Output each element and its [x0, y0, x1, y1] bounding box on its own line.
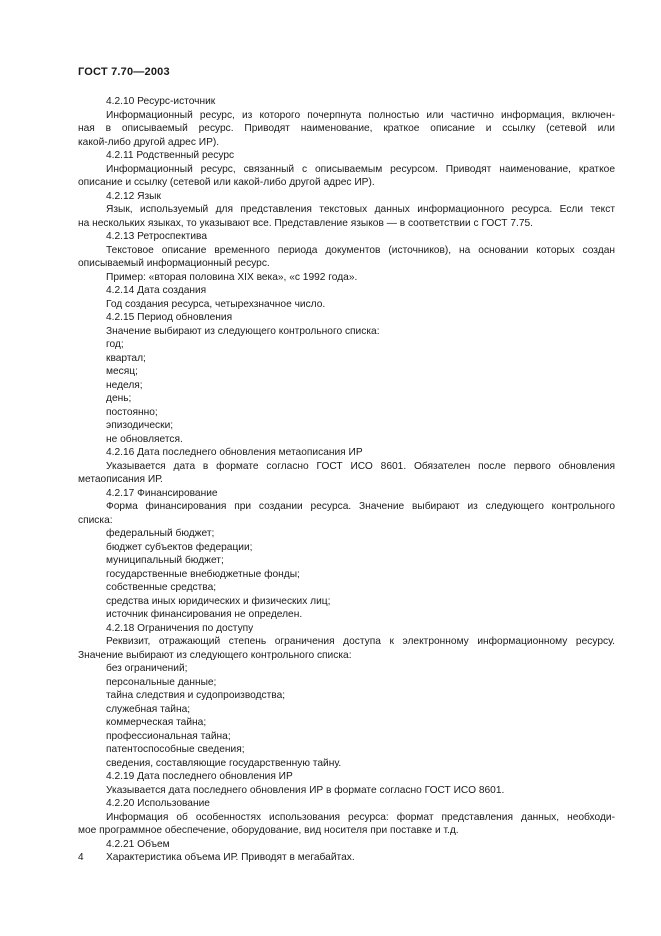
- text-line: служебная тайна;: [106, 703, 191, 715]
- text-line: описание и ссылку (сетевой или какой-либо другой адрес ИР).: [78, 177, 375, 188]
- text-line: собственные средства;: [106, 582, 217, 593]
- text-line: Значение выбирают из следующего контрольного списка:: [106, 325, 380, 337]
- text-line: персональные данные;: [106, 676, 217, 688]
- text-line: Информация об особенностях использования ресурса: формат представления данных, необходи-: [106, 811, 615, 823]
- text-line: день;: [106, 393, 132, 404]
- text-line: месяц;: [106, 366, 138, 377]
- text-line: неделя;: [106, 379, 143, 391]
- text-line: Форма финансирования при создании ресурса. Значение выбирают из следующего контрольного: [106, 501, 615, 512]
- text-line: бюджет субъектов федерации;: [106, 541, 253, 553]
- text-line: 4.2.20 Использование: [106, 798, 210, 809]
- document-header: ГОСТ 7.70—2003: [78, 66, 170, 78]
- text-line: Характеристика объема ИР. Приводят в мегабайтах.: [106, 852, 355, 863]
- text-line: государственные внебюджетные фонды;: [106, 568, 300, 580]
- text-line: 4.2.13 Ретроспектива: [106, 231, 207, 242]
- page-number: 4: [78, 852, 84, 863]
- text-line: 4.2.21 Объем: [106, 838, 170, 850]
- text-line: источник финансирования не определен.: [106, 609, 303, 620]
- text-line: федеральный бюджет;: [106, 528, 215, 539]
- text-line: списка:: [78, 514, 113, 526]
- text-line: 4.2.19 Дата последнего обновления ИР: [106, 771, 293, 782]
- text-line: без ограничений;: [106, 663, 188, 674]
- text-line: описываемый информационный ресурс.: [78, 258, 270, 269]
- text-line: 4.2.18 Ограничения по доступу: [106, 622, 254, 634]
- text-line: Пример: «вторая половина XIX века», «с 1992 года».: [106, 271, 358, 283]
- text-line: средства иных юридических и физических лиц;: [106, 595, 331, 607]
- text-line: не обновляется.: [106, 433, 183, 445]
- text-line: 4.2.11 Родственный ресурс: [106, 150, 235, 161]
- text-line: на нескольких языках, то указывают все. Представление языков — в соответствии с ГОСТ 7.75.: [78, 217, 534, 229]
- document-body: [78, 95, 615, 865]
- text-line: 4.2.15 Период обновления: [106, 312, 233, 323]
- text-line: эпизодически;: [106, 420, 174, 431]
- text-line: тайна следствия и судопроизводства;: [106, 690, 286, 701]
- text-line: метаописания ИР.: [78, 474, 163, 485]
- text-line: сведения, составляющие государственную тайну.: [106, 757, 342, 769]
- text-line: 4.2.16 Дата последнего обновления метаописания ИР: [106, 447, 363, 458]
- text-line: постоянно;: [106, 406, 158, 418]
- text-line: Указывается дата последнего обновления ИР в формате согласно ГОСТ ИСО 8601.: [106, 784, 505, 796]
- text-line: мое программное обеспечение, оборудование, вид носителя при поставке и т.д.: [78, 825, 459, 836]
- text-line: профессиональная тайна;: [106, 730, 231, 742]
- text-line: Информационный ресурс, из которого почерпнута полностью или частично информация, включен-: [106, 109, 615, 121]
- text-line: какой-либо другой адрес ИР).: [78, 136, 220, 148]
- text-line: Год создания ресурса, четырехзначное число.: [106, 298, 326, 310]
- text-line: ная в описываемый ресурс. Приводят наименование, краткое описание и ссылку (сетевой или: [78, 123, 615, 134]
- text-line: 4.2.17 Финансирование: [106, 487, 218, 499]
- text-line: патентоспособные сведения;: [106, 744, 245, 755]
- text-line: Информационный ресурс, связанный с описываемым ресурсом. Приводят наименование, краткое: [106, 163, 615, 175]
- text-line: Значение выбирают из следующего контрольного списка:: [78, 649, 352, 661]
- text-line: коммерческая тайна;: [106, 717, 207, 728]
- text-line: Указывается дата в формате согласно ГОСТ ИСО 8601. Обязателен после первого обновления: [106, 460, 615, 472]
- text-line: Текстовое описание временного периода документов (источников), на основании которых создан: [106, 244, 615, 256]
- text-line: Язык, используемый для представления текстовых данных информационного ресурса. Если текст: [106, 204, 615, 215]
- text-line: год;: [106, 339, 124, 350]
- text-line: 4.2.14 Дата создания: [106, 285, 207, 296]
- text-line: Реквизит, отражающий степень ограничения доступа к электронному информационному ресурсу.: [106, 636, 615, 647]
- text-line: 4.2.12 Язык: [106, 190, 161, 202]
- text-line: 4.2.10 Ресурс-источник: [106, 96, 216, 107]
- text-line: квартал;: [106, 352, 146, 364]
- text-line: муниципальный бюджет;: [106, 555, 224, 566]
